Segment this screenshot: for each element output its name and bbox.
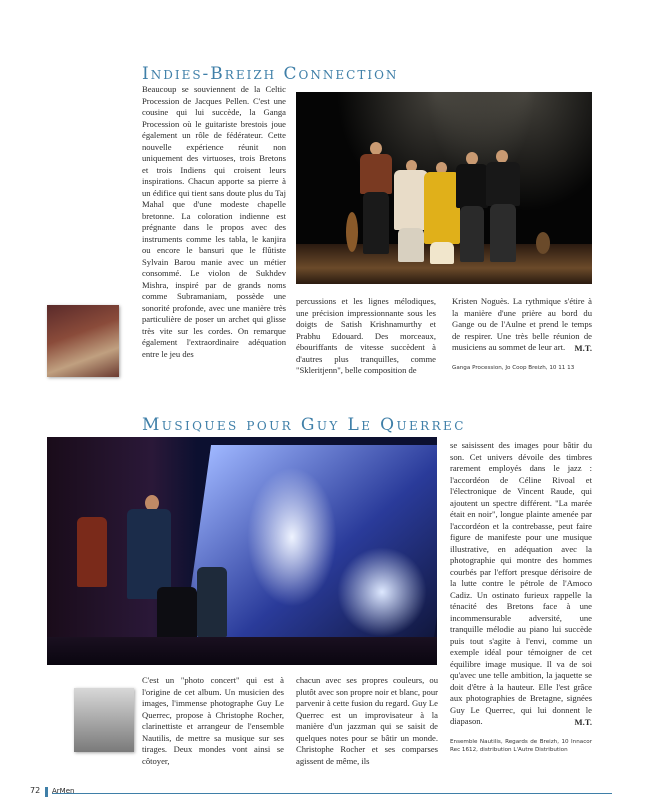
article-text: se saisissent des images pour bâtir du son. Cet univers dévoile des timbres rarement employés dans le jazz : l'accordéon de Céline Rivoal et l'électronique de Vincent Raude, qui ajoutent un spectre différent. "La marée était en noir", longue plainte amenée par l'accordéon et la contrebasse, peut faire figure de manifeste pour une musique illustrative, en adéquation avec la photographie qui montre des hommes courbés par l'effort presque dérisoire de la lutte contre le pétrole de l'Amoco Cadiz. Un ostinato furieux rappelle la ténacité des Bretons face à une incommensurable adversité, une tranquille mélodie au piano lui succède puis tout s'agite à l'envi, comme un exemple idéal pour témoigner de cet équilibre image musique. Il va de soi qu'avec une telle ambition, la jaquette se doit d'être à la hauteur. Elle l'est grâce aux photographies de Bretagne, signées Guy Le Querrec, qui lui donnent le diapason.	[450, 440, 592, 726]
signature: M.T.	[574, 716, 592, 727]
article-text: C'est un "photo concert" qui est à l'origine de cet album. Un musicien des images, l'immense photographe Guy Le Querrec, propose à Christophe Rocher, clarinettiste et arrangeur de l'ensemble Nautilis, de mettre sa musique sur ses tirages. Deux mondes vont ainsi se côtoyer,	[142, 675, 284, 766]
album-cover	[74, 688, 134, 752]
signature: M.T.	[574, 342, 592, 353]
album-cover	[47, 305, 119, 377]
article-column	[296, 296, 436, 377]
page-number: 72	[30, 786, 41, 795]
album-credit: Ensemble Nautilis, Regards de Breizh, 10 Innacor Rec 1612, distribution L'Autre Distribution	[450, 739, 592, 753]
magazine-name: ArMen	[52, 787, 75, 795]
footer-rule	[52, 793, 612, 794]
article-column	[142, 675, 284, 767]
article-text: Beaucoup se souviennent de la Celtic Procession de Jacques Pellen. C'est une cousine qui lui succède, la Ganga Procession où le guitariste brestois joue également un rôle de fédérateur. Cette nouvelle expérience réunit non uniquement des virtuoses, trois Bretons et trois Indiens qui croisent leurs inspirations. Chacun apporte sa pierre à un édifice qui tient sans doute plus du Taj Mahal que d'une modeste chapelle bretonne. La coloration indienne est prégnante dans le propos avec des instruments comme les tabla, le kanjira ou encore le bansuri que le flûtiste Sylvain Barou manie avec un métier consommé. Le violon de Sukhdev Mishra, inspiré par de grands noms comme Subramaniam, possède une sonorité profonde, avec une manière très particulière de poser un archet qui glisse très vite sur les cordes. On remarque également l'extraordinaire adéquation entre le jeu des	[142, 84, 286, 359]
article-column	[296, 675, 438, 767]
article-column	[450, 440, 592, 754]
concert-photo	[296, 92, 592, 284]
footer-bar	[45, 787, 48, 797]
concert-photo	[47, 437, 437, 665]
article-text: chacun avec ses propres couleurs, ou plutôt avec son propre noir et blanc, pour parvenir à cette fusion du regard. Guy Le Querrec est un improvisateur à la manière d'un jazzman qui se saisit de quelques notes pour se bâtir un monde. Christophe Rocher et ses comparses agissent de même, ils	[296, 675, 438, 766]
article-column	[452, 296, 592, 372]
article-text: Kristen Noguès. La rythmique s'étire à la manière d'une prière au bord du Gange ou de l'Aulne et prend le temps de respirer. Une très belle réunion de musiciens au sommet de leur art.	[452, 296, 592, 352]
article-column	[142, 84, 286, 360]
article-text: percussions et les lignes mélodiques, une précision impressionnante sous les doigts de Satish Krishnamurthy et Prabhu Edouard. Des morceaux, ébouriffants de vitesse succèdent à d'autres plus tranquilles, comme "Skleritjenn", belle composition de	[296, 296, 436, 375]
album-credit: Ganga Procession, Jo Coop Breizh, 10 11 13	[452, 365, 575, 371]
article-title: Musiques pour Guy Le Querrec	[142, 415, 466, 435]
article-title: Indies-Breizh Connection	[142, 64, 399, 84]
